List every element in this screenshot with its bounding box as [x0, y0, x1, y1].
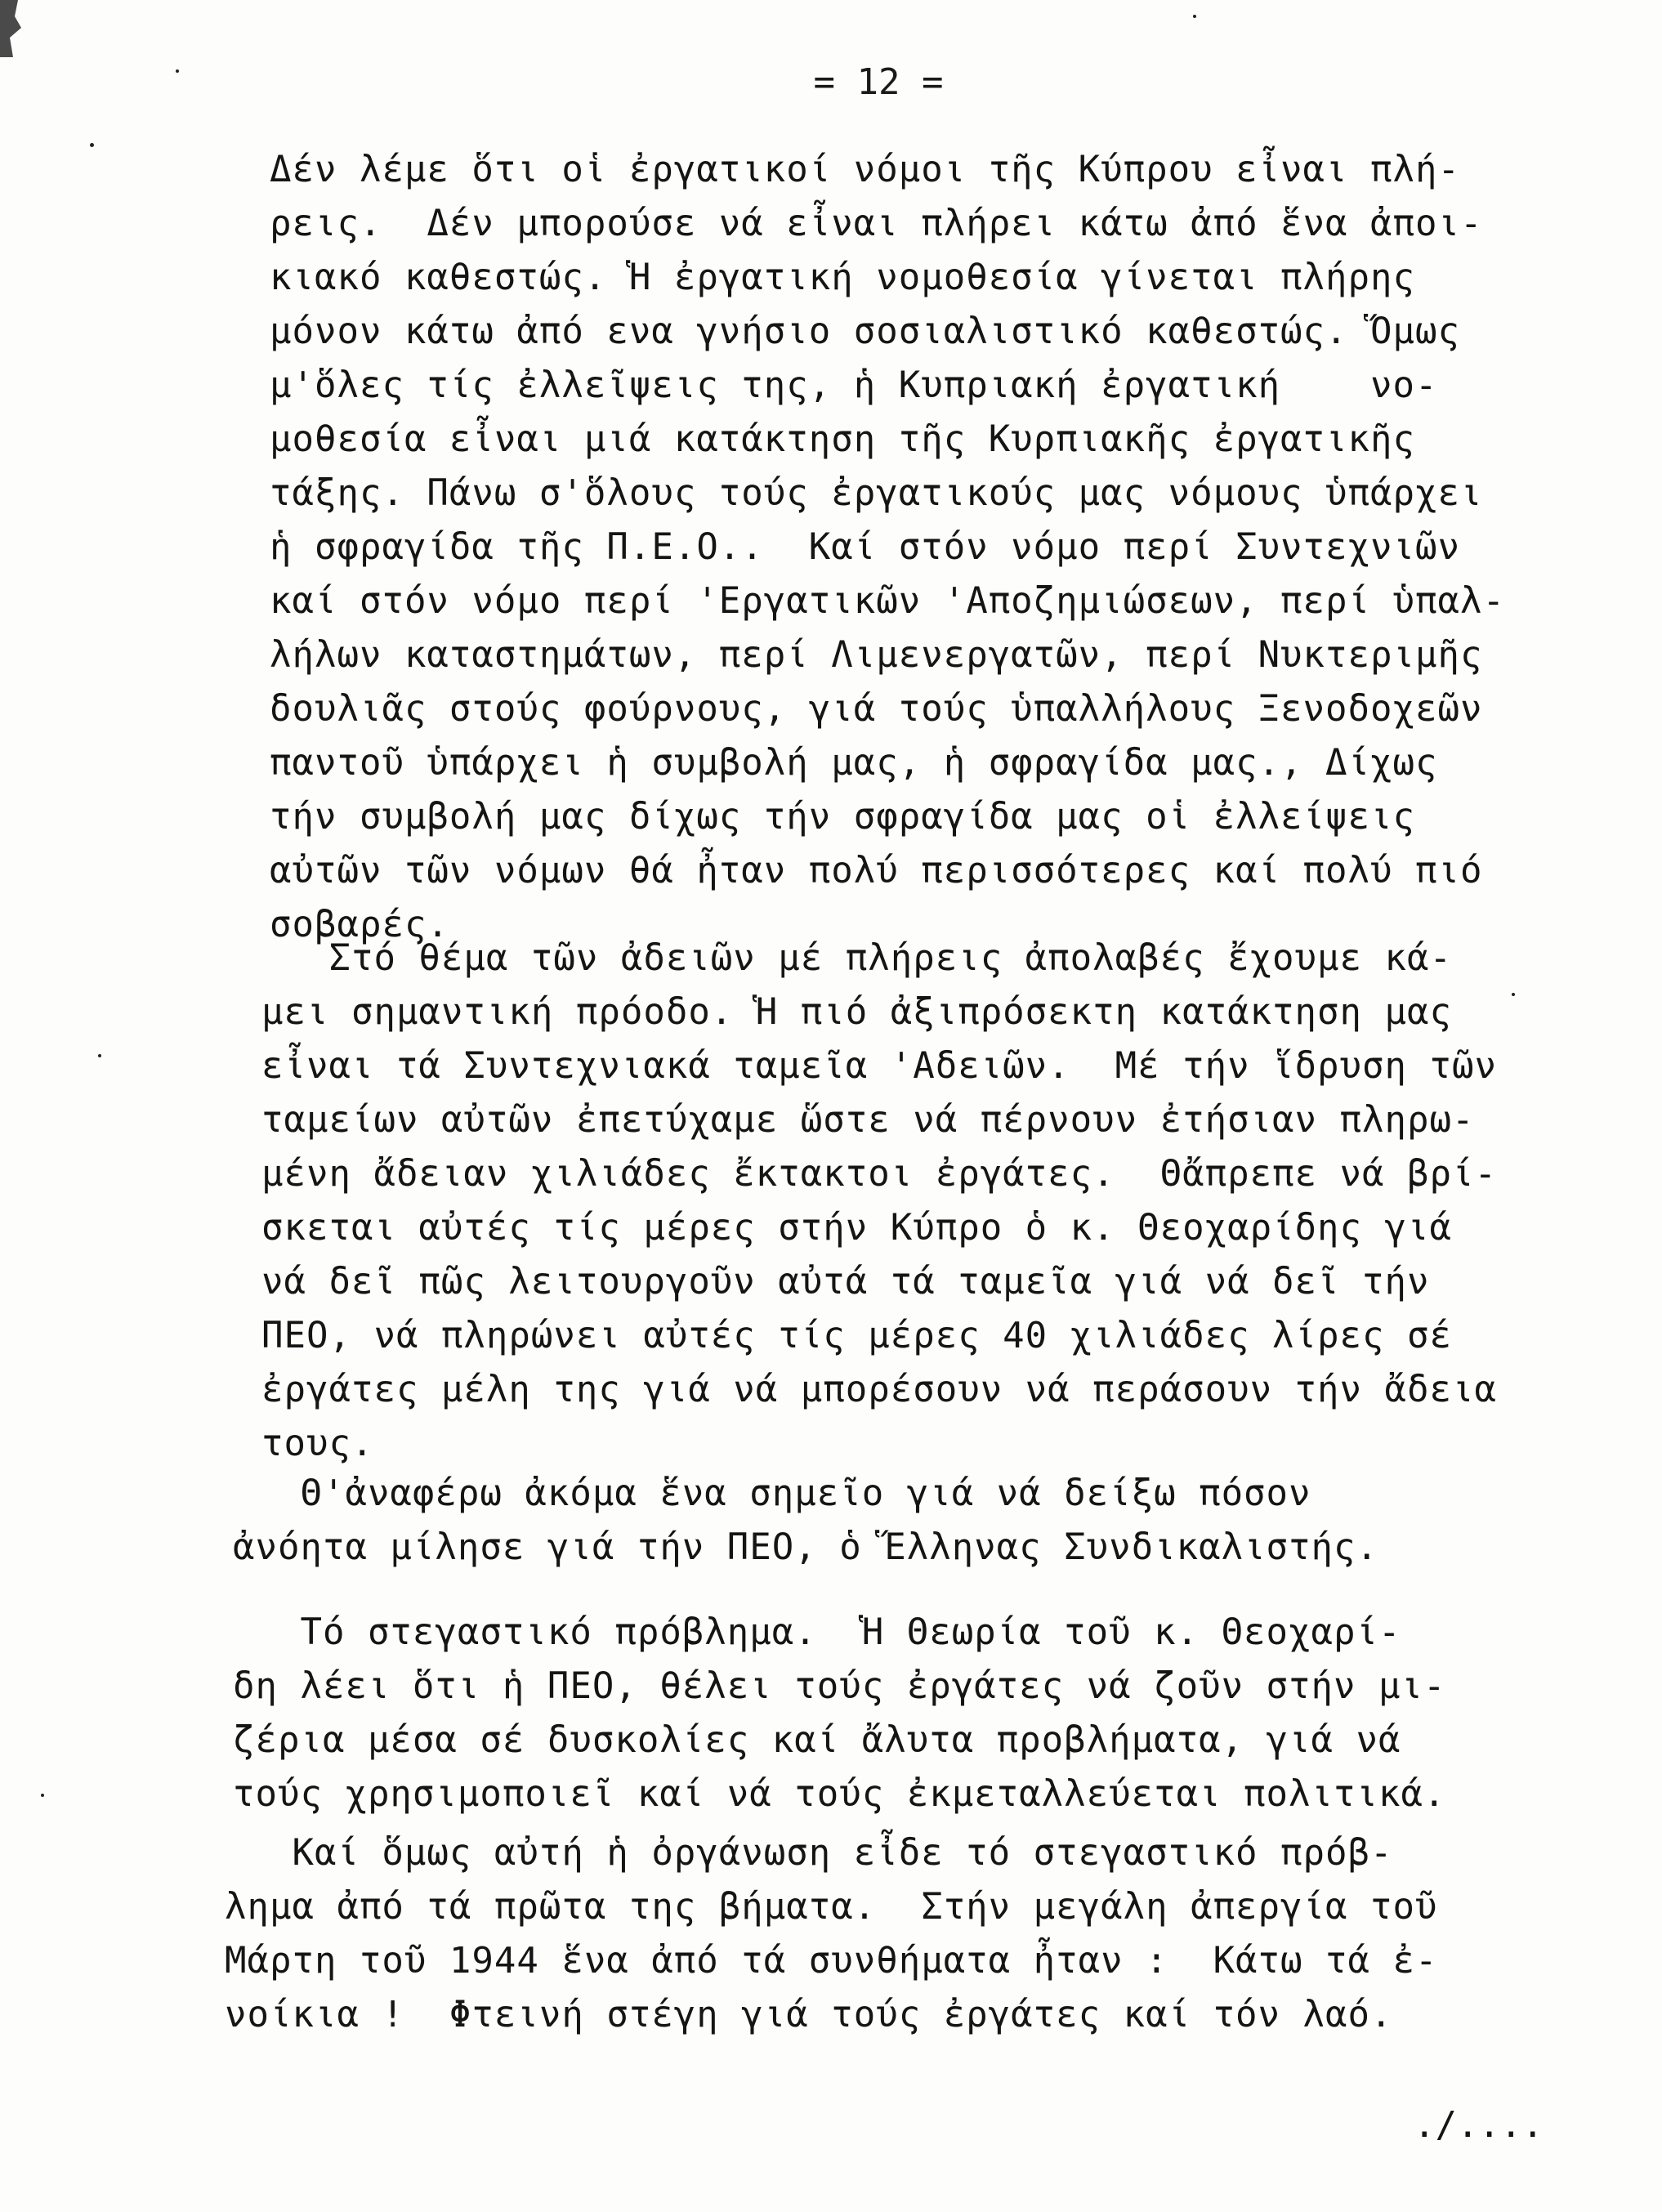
scan-speck [41, 1794, 44, 1797]
text-line: τήν συμβολή μας δίχως τήν σφραγίδα μας οἱ ἐλλείψεις [270, 796, 1416, 838]
text-line: ΠΕΟ, νά πληρώνει αὐτές τίς μέρες 40 χιλιάδες λίρες σέ [261, 1315, 1452, 1356]
text-line: ἀνόητα μίλησε γιά τήν ΠΕΟ, ὁ Ἕλληνας Συνδικαλιστής. [233, 1526, 1379, 1568]
text-line: νά δεῖ πῶς λειτουργοῦν αὐτά τά ταμεῖα γιά νά δεῖ τήν [261, 1261, 1430, 1303]
text-line: καί στόν νόμο περί 'Εργατικῶν 'Αποζημιώσεων, περί ὑπαλ- [270, 580, 1505, 622]
text-line: μοθεσία εἶναι μιά κατάκτηση τῆς Κυρπιακῆς ἐργατικῆς [270, 418, 1416, 460]
text-line: αὐτῶν τῶν νόμων θά ἦταν πολύ περισσότερες καί πολύ πιό [270, 850, 1483, 892]
text-line: τούς χρησιμοποιεῖ καί νά τούς ἐκμεταλλεύεται πολιτικά. [233, 1773, 1446, 1815]
text-line: μει σημαντική πρόοδο. Ἡ πιό ἀξιπρόσεκτη κατάκτηση μας [261, 991, 1452, 1033]
text-line: δη λέει ὅτι ἡ ΠΕΟ, θέλει τούς ἐργάτες νά ζοῦν στήν μι- [233, 1665, 1446, 1707]
scan-speck [176, 69, 179, 73]
paragraph-paid-leave [261, 932, 1497, 1471]
text-line: Μάρτη τοῦ 1944 ἕνα ἀπό τά συνθήματα ἦταν : Κάτω τά ἐ- [225, 1940, 1438, 1982]
text-line: εἶναι τά Συντεχνιακά ταμεῖα 'Αδειῶν. Μέ τήν ἵδρυση τῶν [261, 1045, 1497, 1087]
text-line: Στό θέμα τῶν ἀδειῶν μέ πλήρεις ἀπολαβές ἔχουμε κά- [261, 937, 1452, 979]
text-line: νοίκια ! Φτεινή στέγη γιά τούς ἐργάτες καί τόν λαό. [225, 1994, 1393, 2035]
text-line: μ'ὅλες τίς ἐλλεῖψεις της, ἡ Κυπριακή ἐργατική νο- [270, 364, 1438, 406]
scan-speck [1193, 15, 1196, 18]
text-line: μένη ἄδειαν χιλιάδες ἔκτακτοι ἐργάτες. Θἄπρεπε νά βρί- [261, 1153, 1497, 1195]
text-line: Δέν λέμε ὅτι οἱ ἐργατικοί νόμοι τῆς Κύπρου εἶναι πλή- [270, 149, 1460, 190]
text-line: λήλων καταστημάτων, περί Λιμενεργατῶν, περί Νυκτεριμῆς [270, 634, 1483, 676]
text-line: τους. [261, 1423, 374, 1464]
text-line: δουλιᾶς στούς φούρνους, γιά τούς ὑπαλλήλους Ξενοδοχεῶν [270, 688, 1483, 730]
text-line: ρεις. Δέν μπορούσε νά εἶναι πλήρει κάτω ἀπό ἕνα ἀποι- [270, 203, 1483, 244]
paragraph-labor-laws [270, 143, 1505, 952]
text-line: ἡ σφραγίδα τῆς Π.Ε.Ο.. Καί στόν νόμο περί Συντεχνιῶν [270, 526, 1460, 568]
text-line: μόνον κάτω ἀπό ενα γνήσιο σοσιαλιστικό καθεστώς. Ὅμως [270, 311, 1460, 352]
text-line: λημα ἀπό τά πρῶτα της βήματα. Στήν μεγάλη ἀπεργία τοῦ [225, 1886, 1438, 1928]
paragraph-mention [233, 1467, 1378, 1575]
text-line: τάξης. Πάνω σ'ὅλους τούς ἐργατικούς μας νόμους ὑπάρχει [270, 472, 1483, 514]
text-line: σκεται αὐτές τίς μέρες στήν Κύπρο ὁ κ. Θεοχαρίδης γιά [261, 1207, 1452, 1249]
text-line: Τό στεγαστικό πρόβλημα. Ἡ Θεωρία τοῦ κ. Θεοχαρί- [233, 1611, 1401, 1653]
scan-speck [1512, 993, 1515, 996]
continuation-mark: ./.... [1414, 2104, 1544, 2146]
text-line: ἐργάτες μέλη της γιά νά μπορέσουν νά περάσουν τήν ἄδεια [261, 1369, 1497, 1410]
text-line: ταμείων αὐτῶν ἐπετύχαμε ὥστε νά πέρνουν ἐτήσιαν πληρω- [261, 1099, 1475, 1141]
page-number: = 12 = [813, 61, 944, 103]
text-line: ζέρια μέσα σέ δυσκολίες καί ἄλυτα προβλήματα, γιά νά [233, 1719, 1401, 1761]
paragraph-housing-problem [233, 1606, 1445, 1821]
scan-speck [98, 1054, 101, 1057]
text-line: Θ'ἀναφέρω ἀκόμα ἕνα σημεῖο γιά νά δείξω πόσον [233, 1472, 1311, 1514]
text-line: παντοῦ ὑπάρχει ἡ συμβολή μας, ἡ σφραγίδα μας., Δίχως [270, 742, 1438, 784]
scan-smudge-mark [0, 0, 23, 57]
text-line: Καί ὅμως αὐτή ἡ ὀργάνωση εἶδε τό στεγαστικό πρόβ- [225, 1832, 1393, 1874]
text-line: σοβαρές. [270, 904, 449, 945]
scan-speck [90, 143, 94, 147]
paragraph-organisation-history [225, 1826, 1437, 2042]
text-line: κιακό καθεστώς. Ἡ ἐργατική νομοθεσία γίνεται πλήρης [270, 257, 1416, 298]
